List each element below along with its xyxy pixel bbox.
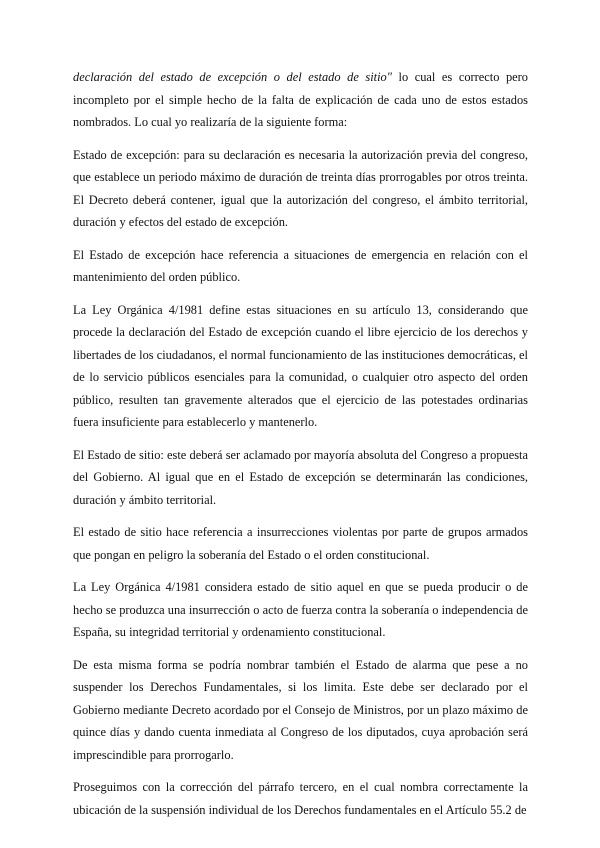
paragraph-estado-alarma: De esta misma forma se podría nombrar también el Estado de alarma que pese a no suspender los Derechos Fundamentales, si los limita. Este debe ser declarado por el Gobierno mediante Decreto acordado por el Consejo de Ministros, por un plazo máximo de quince días y dando cuenta inmediata al Congreso de los diputados, cuya aprobación será imprescindible para prorrogarlo. xyxy=(73,657,528,762)
paragraph-estado-sitio: El Estado de sitio: este deberá ser aclamado por mayoría absoluta del Congreso a propuesta del Gobierno. Al igual que en el Estado de excepción se determinarán las condiciones, duración y ámbito territorial. xyxy=(73,447,528,507)
paragraph-intro-text: lo cual es correcto pero incompleto por el simple hecho de la falta de explicación de cada uno de estos estados nombrados. Lo cual yo realizaría de la siguiente forma: xyxy=(73,70,528,129)
italic-quote: declaración del estado de excepción o del estado de sitio" xyxy=(73,70,392,84)
paragraph-ley-organica-art13: La Ley Orgánica 4/1981 define estas situaciones en su artículo 13, considerando que procede la declaración del Estado de excepción cuando el libre ejercicio de los derechos y libertades de los ciudadanos, el normal funcionamiento de las instituciones democráticas, el de lo servicio públicos esenciales para la comunidad, o cualquier otro aspecto del orden público, resulten tan gravemente alterados que el ejercicio de las potestades ordinarias fuera insuficiente para establecerlo y mantenerlo. xyxy=(73,302,528,429)
paragraph-intro xyxy=(73,66,528,134)
paragraph-correccion-tercero: Proseguimos con la corrección del párrafo tercero, en el cual nombra correctamente la ubicación de la suspensión individual de los Derechos fundamentales en el Artículo 55.2 de xyxy=(73,780,528,817)
paragraph-estado-excepcion: Estado de excepción: para su declaración es necesaria la autorización previa del congreso, que establece un periodo máximo de duración de treinta días prorrogables por otros treinta. El Decreto deberá contener, igual que la autorización del congreso, el ámbito territorial, duración y efectos del estado de excepción. xyxy=(73,147,528,229)
paragraph-ley-organica-sitio: La Ley Orgánica 4/1981 considera estado de sitio aquel en que se pueda producir o de hecho se produzca una insurrección o acto de fuerza contra la soberanía o independencia de España, su integridad territorial y ordenamiento constitucional. xyxy=(73,580,528,639)
paragraph-sitio-referencia: El estado de sitio hace referencia a insurrecciones violentas por parte de grupos armados que pongan en peligro la soberanía del Estado o el orden constitucional. xyxy=(73,525,528,562)
paragraph-excepcion-referencia: El Estado de excepción hace referencia a situaciones de emergencia en relación con el mantenimiento del orden público. xyxy=(73,247,528,284)
